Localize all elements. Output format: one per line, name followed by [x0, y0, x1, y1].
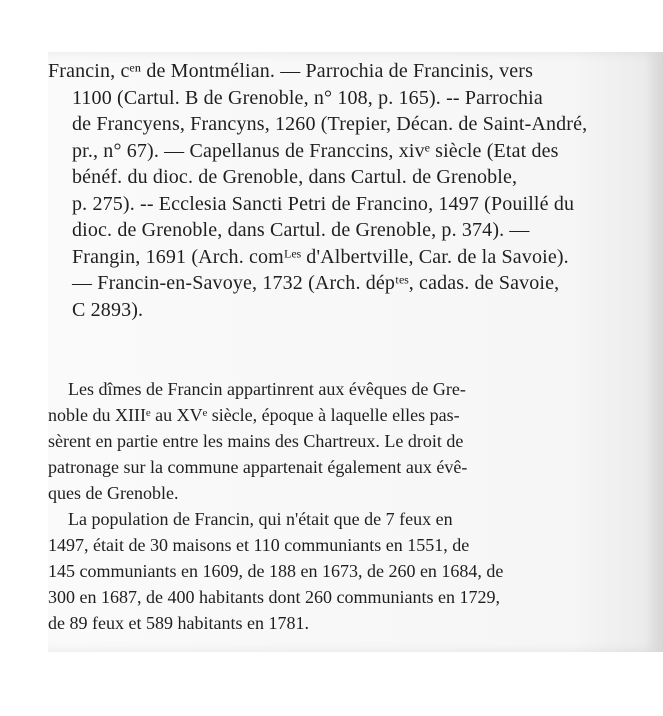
paragraph-tithes: [48, 376, 653, 506]
scanned-page: [48, 52, 663, 652]
paragraph-line: sèrent en partie entre les mains des Chartreux. Le droit de: [48, 431, 464, 451]
paragraph-line: noble du XIIIᵉ au XVᵉ siècle, époque à laquelle elles pas-: [48, 405, 460, 425]
entry-line: Francin, cᵉⁿ de Montmélian. — Parrochia de Francinis, vers: [48, 60, 533, 82]
gazetteer-entry: [48, 58, 653, 323]
paragraph-line: de 89 feux et 589 habitants en 1781.: [48, 613, 309, 633]
entry-line: p. 275). -- Ecclesia Sancti Petri de Francino, 1497 (Pouillé du: [72, 192, 575, 215]
entry-line: 1100 (Cartul. B de Grenoble, n° 108, p. 165). -- Parrochia: [72, 86, 543, 109]
entry-line: Frangin, 1691 (Arch. comᴸᵉˢ d'Albertville, Car. de la Savoie).: [72, 245, 569, 268]
paragraph-line: Les dîmes de Francin appartinrent aux évêques de Gre-: [68, 379, 466, 399]
paragraph-line: 1497, était de 30 maisons et 110 communiants en 1551, de: [48, 535, 470, 555]
entry-line: dioc. de Grenoble, dans Cartul. de Grenoble, p. 374). —: [72, 219, 530, 241]
paragraph-population: [48, 506, 653, 636]
paragraph-line: La population de Francin, qui n'était que de 7 feux en: [68, 509, 453, 529]
paragraph-line: ques de Grenoble.: [48, 483, 179, 503]
entry-line: — Francin-en-Savoye, 1732 (Arch. dépᵗᵉˢ, cadas. de Savoie,: [72, 272, 560, 294]
paragraph-line: 300 en 1687, de 400 habitants dont 260 communiants en 1729,: [48, 587, 500, 607]
paragraph-line: patronage sur la commune appartenait également aux évê-: [48, 457, 468, 477]
entry-line: bénéf. du dioc. de Grenoble, dans Cartul. de Grenoble,: [72, 166, 518, 188]
paragraph-line: 145 communiants en 1609, de 188 en 1673, de 260 en 1684, de: [48, 561, 504, 581]
entry-line: de Francyens, Francyns, 1260 (Trepier, Décan. de Saint-André,: [72, 113, 588, 135]
entry-line: pr., n° 67). — Capellanus de Franccins, xivᵉ siècle (Etat des: [72, 139, 559, 162]
entry-line: C 2893).: [72, 298, 144, 321]
